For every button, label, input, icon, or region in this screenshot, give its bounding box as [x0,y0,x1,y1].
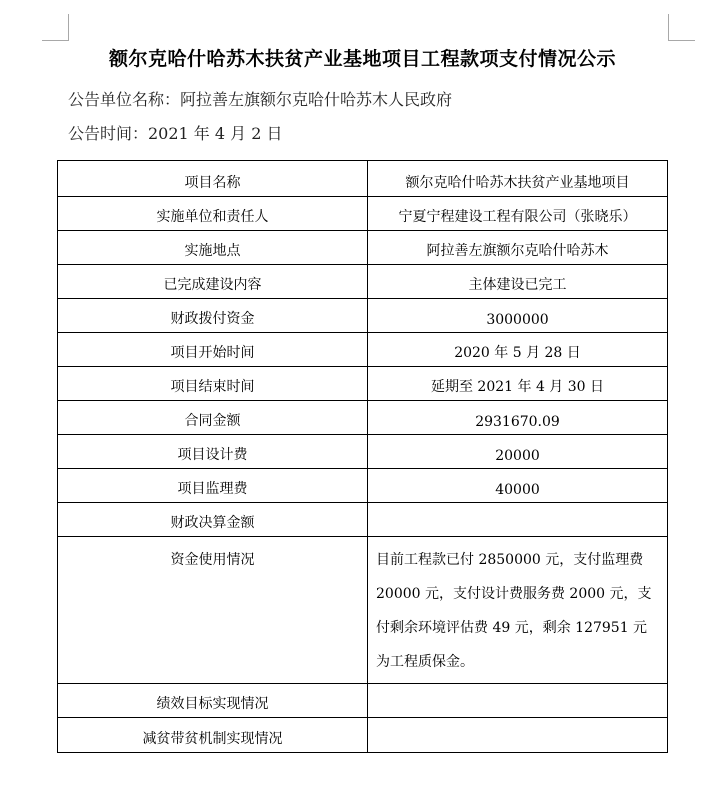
row-value: 阿拉善左旗额尔克哈什哈苏木 [368,231,668,265]
project-info-table [57,160,668,753]
page-corner-mark-top-right [668,14,695,41]
row-label: 项目设计费 [58,435,368,469]
row-label: 项目监理费 [58,469,368,503]
row-value: 2020 年 5 月 28 日 [368,333,668,367]
row-label: 已完成建设内容 [58,265,368,299]
table-row [58,435,668,469]
row-label: 合同金额 [58,401,368,435]
row-label: 实施地点 [58,231,368,265]
table-row [58,161,668,197]
row-label: 绩效目标实现情况 [58,684,368,718]
row-label: 项目开始时间 [58,333,368,367]
table-row [58,503,668,537]
row-value: 额尔克哈什哈苏木扶贫产业基地项目 [368,161,668,197]
announcement-time: 公告时间：2021 年 4 月 2 日 [68,124,283,143]
row-label: 财政决算金额 [58,503,368,537]
row-value: 20000 [368,435,668,469]
table-row [58,684,668,718]
row-value: 延期至 2021 年 4 月 30 日 [368,367,668,401]
table-row [58,401,668,435]
row-value: 2931670.09 [368,401,668,435]
row-label: 财政拨付资金 [58,299,368,333]
page-corner-mark-top-left [42,14,69,41]
document-title: 额尔克哈什哈苏木扶贫产业基地项目工程款项支付情况公示 [108,48,616,70]
table-row [58,299,668,333]
row-label: 资金使用情况 [58,537,368,684]
table-row [58,469,668,503]
table-row [58,265,668,299]
table-row [58,231,668,265]
row-value [368,503,668,537]
row-label: 减贫带贫机制实现情况 [58,718,368,753]
table-row [58,718,668,753]
row-value: 宁夏宁程建设工程有限公司（张晓乐） [368,197,668,231]
row-value: 主体建设已完工 [368,265,668,299]
announcement-unit: 公告单位名称：阿拉善左旗额尔克哈什哈苏木人民政府 [68,90,453,109]
row-value: 40000 [368,469,668,503]
row-label: 项目结束时间 [58,367,368,401]
row-value: 目前工程款已付 2850000 元，支付监理费 20000 元，支付设计费服务费 2000 元，支付剩余环境评估费 49 元，剩余 127951 元为工程质保金。 [368,537,668,684]
table-row [58,537,668,684]
row-label: 实施单位和责任人 [58,197,368,231]
row-value: 3000000 [368,299,668,333]
table-row [58,197,668,231]
row-value [368,718,668,753]
row-label: 项目名称 [58,161,368,197]
table-row [58,333,668,367]
table-row [58,367,668,401]
row-value [368,684,668,718]
